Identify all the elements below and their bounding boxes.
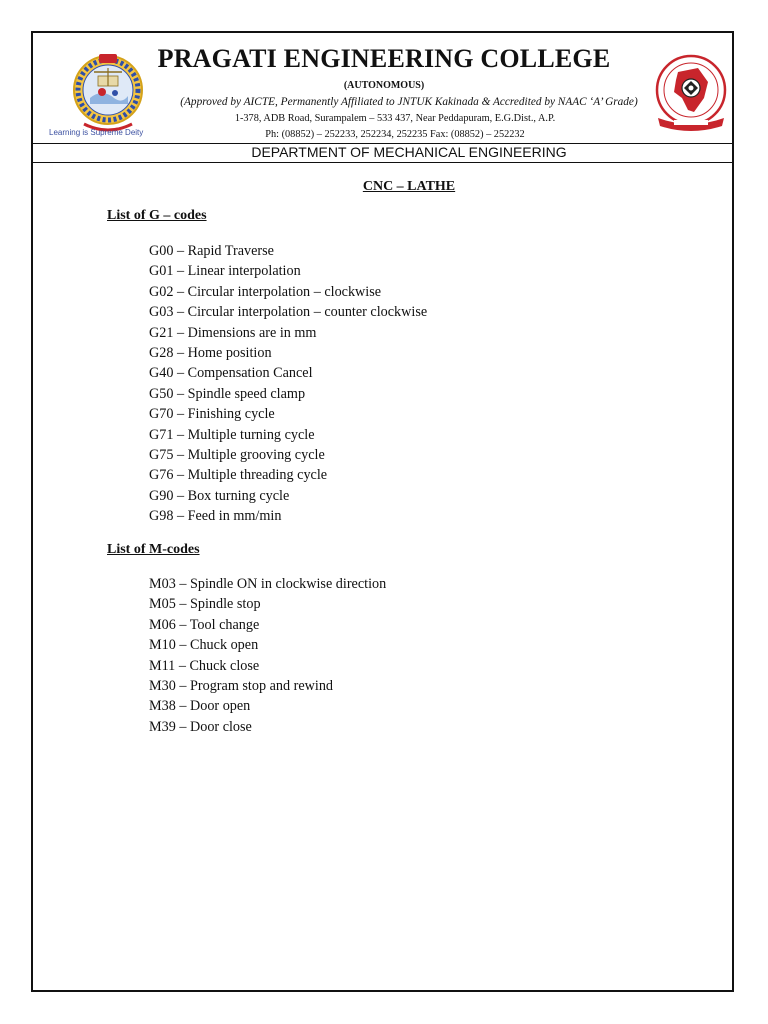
g-code-item: G01 – Linear interpolation (149, 263, 301, 280)
college-name: PRAGATI ENGINEERING COLLEGE (157, 44, 611, 73)
m-code-item: M03 – Spindle ON in clockwise direction (149, 576, 387, 592)
college-address: 1-378, ADB Road, Surampalem – 533 437, Near Peddapuram, E.G.Dist., A.P. (234, 113, 556, 124)
m-code-item: M30 – Program stop and rewind (149, 677, 334, 694)
g-code-item: G03 – Circular interpolation – counter clockwise (149, 304, 428, 321)
m-code-item: M39 – Door close (149, 718, 252, 735)
g-code-item: G71 – Multiple turning cycle (149, 426, 315, 443)
g-code-item: G40 – Compensation Cancel (149, 365, 313, 382)
m-code-item: M06 – Tool change (149, 616, 260, 633)
m-code-item: M05 – Spindle stop (149, 596, 261, 613)
g-code-item: G21 – Dimensions are in mm (149, 324, 317, 341)
g-code-item: G98 – Feed in mm/min (149, 508, 282, 525)
g-codes-heading: List of G – codes (107, 208, 207, 223)
g-code-item: G00 – Rapid Traverse (149, 243, 274, 259)
logo-tagline: Learning is Supreme Deity (49, 128, 144, 137)
g-code-item: G90 – Box turning cycle (149, 487, 290, 504)
department-name: DEPARTMENT OF MECHANICAL ENGINEERING (251, 144, 567, 160)
autonomous-label: (AUTONOMOUS) (343, 80, 425, 91)
m-code-item: M10 – Chuck open (149, 637, 259, 654)
m-code-item: M38 – Door open (149, 698, 251, 715)
g-code-item: G28 – Home position (149, 344, 272, 361)
g-code-item: G02 – Circular interpolation – clockwise (149, 283, 382, 300)
g-code-item: G70 – Finishing cycle (149, 406, 275, 423)
m-codes-heading: List of M-codes (107, 542, 200, 557)
m-code-item: M11 – Chuck close (149, 657, 260, 674)
g-code-item: G76 – Multiple threading cycle (149, 467, 328, 484)
college-phone: Ph: (08852) – 252233, 252234, 252235 Fax: (08852) – 252232 (265, 129, 525, 140)
g-code-item: G75 – Multiple grooving cycle (149, 446, 325, 463)
g-codes-list (149, 241, 427, 526)
document-title: CNC – LATHE (362, 179, 456, 194)
header-divider-bottom (33, 162, 732, 163)
g-code-item: G50 – Spindle speed clamp (149, 385, 306, 402)
approval-statement: (Approved by AICTE, Permanently Affiliated to JNTUK Kakinada & Accredited by NAAC ‘A’ Grade) (180, 96, 638, 108)
m-codes-list (149, 574, 386, 737)
